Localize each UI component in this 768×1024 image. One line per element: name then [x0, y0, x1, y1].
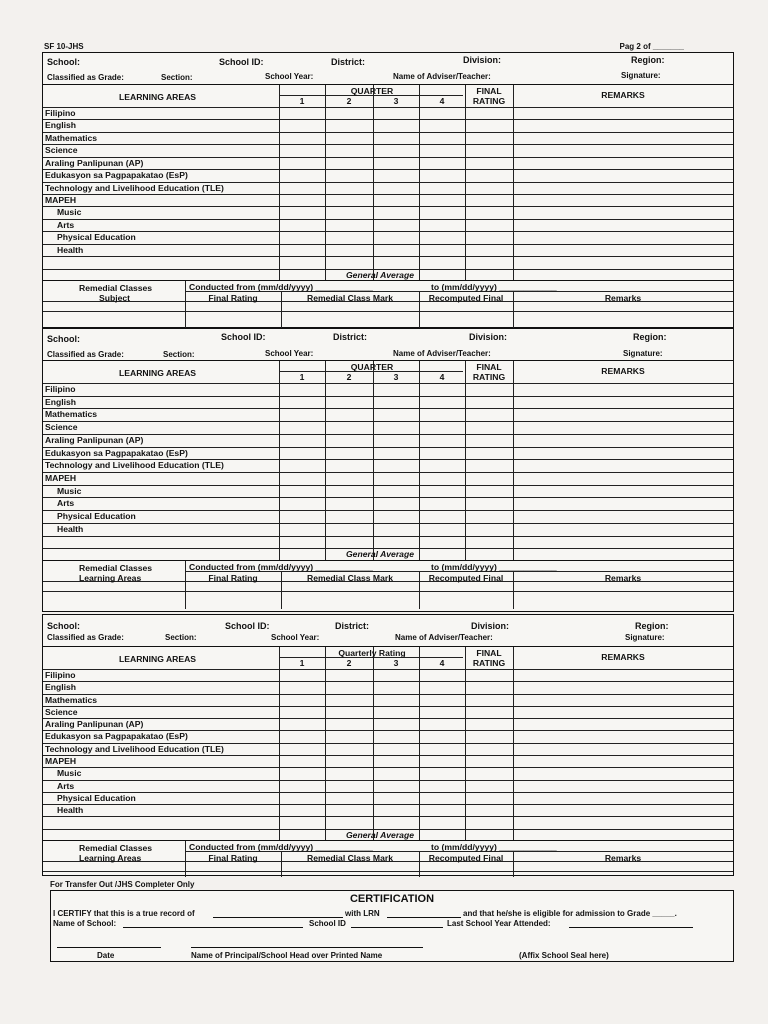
remedial-class-mark-header: Remedial Class Mark — [307, 573, 393, 583]
remedial-class-mark-header: Remedial Class Mark — [307, 293, 393, 303]
remedial-final-rating-header: Final Rating — [208, 573, 258, 583]
remedial-class-mark-header: Remedial Class Mark — [307, 853, 393, 863]
remedial-subject-header: Learning Areas — [79, 853, 142, 863]
subject-label: Mathematics — [45, 132, 98, 143]
adviser-label: Name of Adviser/Teacher: — [393, 72, 491, 81]
header-divider — [43, 383, 733, 384]
subject-label: Filipino — [45, 384, 76, 394]
signature-label: Signature: — [623, 349, 663, 358]
subject-label: Arts — [57, 780, 75, 791]
subject-label: Physical Education — [57, 232, 136, 243]
remedial-final-rating-header: Final Rating — [208, 853, 258, 863]
student-name-field[interactable] — [213, 910, 343, 918]
remarks-header: REMARKS — [601, 366, 645, 376]
quarter-2-header: 2 — [346, 372, 352, 382]
district-label: District: — [335, 621, 370, 631]
subject-label: Arts — [57, 219, 75, 230]
grades-table — [43, 85, 733, 281]
final-header: FINAL — [476, 362, 502, 372]
row-divider — [43, 706, 733, 707]
column-divider — [465, 361, 466, 560]
school-id-label: School ID: — [219, 57, 264, 67]
remedial-subject-header: Learning Areas — [79, 573, 142, 583]
form-header — [44, 42, 744, 52]
subject-label: Filipino — [45, 670, 76, 680]
final-header: FINAL — [476, 86, 502, 96]
district-label: District: — [331, 57, 366, 67]
recomputed-final-header: Recomputed Final — [428, 573, 504, 583]
page-number: Pag 2 of _______ — [619, 42, 684, 51]
school-label: School: — [47, 621, 80, 631]
last-sy-label: Last School Year Attended: — [447, 919, 551, 928]
principal-signature-field[interactable] — [191, 940, 423, 948]
conducted-from-label: Conducted from (mm/dd/yyyy) ____________ — [189, 562, 373, 572]
row-divider — [43, 694, 733, 695]
remedial-remarks-header: Remarks — [604, 293, 642, 303]
subject-label: Science — [45, 145, 78, 156]
division-label: Division: — [471, 621, 510, 631]
row-divider — [43, 434, 733, 435]
subject-label: Technology and Livelihood Education (TLE) — [45, 460, 224, 471]
subject-label: Science — [45, 706, 78, 717]
subject-label: English — [45, 120, 77, 131]
school-id-label: School ID: — [225, 621, 270, 631]
certification-title: CERTIFICATION — [349, 893, 435, 905]
subject-label: Arts — [57, 498, 75, 509]
quarter-3-header: 3 — [393, 658, 399, 668]
name-of-school-label: Name of School: — [53, 919, 117, 928]
subject-label: Filipino — [45, 108, 76, 118]
row-divider — [43, 523, 733, 524]
quarter-header: QUARTER — [350, 362, 394, 372]
quarter-1-header: 1 — [299, 96, 305, 106]
remedial-subject-header: Subject — [99, 293, 131, 303]
row-divider — [43, 157, 733, 158]
subject-label: Edukasyon sa Pagpapakatao (EsP) — [45, 447, 188, 458]
row-divider — [43, 194, 733, 195]
row-divider — [43, 119, 733, 120]
grades-table — [43, 647, 733, 841]
remedial-final-rating-header: Final Rating — [208, 293, 258, 303]
remedial-row-divider — [43, 871, 733, 872]
grade-record-block-2 — [42, 328, 734, 612]
row-divider — [43, 408, 733, 409]
row-divider — [43, 421, 733, 422]
row-divider — [43, 396, 733, 397]
learning-areas-header: LEARNING AREAS — [119, 368, 197, 378]
division-label: Division: — [463, 55, 502, 65]
block-info — [43, 329, 733, 361]
remedial-section — [43, 841, 733, 877]
rating-header: RATING — [472, 372, 506, 382]
remedial-remarks-header: Remarks — [604, 573, 642, 583]
subject-label: Physical Education — [57, 792, 136, 803]
school-id-label: School ID: — [221, 332, 266, 342]
grades-table — [43, 361, 733, 561]
school-year-label: School Year: — [265, 349, 314, 358]
conducted-to-label: to (mm/dd/yyyy) ____________ — [431, 562, 557, 572]
signature-label: Signature: — [625, 633, 665, 642]
transfer-note: For Transfer Out /JHS Completer Only — [50, 880, 195, 889]
division-label: Division: — [469, 332, 508, 342]
certification-box — [50, 890, 734, 962]
subject-label: Araling Panlipunan (AP) — [45, 719, 144, 730]
conducted-from-label: Conducted from (mm/dd/yyyy) ____________ — [189, 282, 373, 292]
lrn-label: with LRN — [345, 909, 380, 918]
grade-record-block-3 — [42, 614, 734, 876]
row-divider — [43, 206, 733, 207]
column-divider — [325, 361, 326, 560]
subject-label: Mathematics — [45, 694, 98, 705]
recomputed-final-header: Recomputed Final — [428, 293, 504, 303]
block-info — [43, 53, 733, 85]
subject-label: English — [45, 682, 77, 693]
header-divider — [43, 107, 733, 108]
subject-label: Physical Education — [57, 511, 136, 522]
subject-label: Music — [57, 768, 82, 779]
row-divider — [43, 144, 733, 145]
cert-school-id-field[interactable] — [351, 920, 443, 928]
school-year-label: School Year: — [271, 633, 320, 642]
seal-label: (Affix School Seal here) — [519, 951, 609, 960]
column-divider — [513, 361, 514, 560]
name-of-school-field[interactable] — [123, 920, 303, 928]
learning-areas-header: LEARNING AREAS — [119, 92, 197, 102]
remedial-column-divider — [185, 561, 186, 609]
recomputed-final-header: Recomputed Final — [428, 853, 504, 863]
quarter-3-header: 3 — [393, 96, 399, 106]
classified-grade-label: Classified as Grade: — [47, 350, 124, 359]
subject-label: Health — [57, 805, 84, 816]
subject-label: MAPEH — [45, 195, 77, 205]
remedial-title: Remedial Classes — [79, 283, 153, 293]
remedial-section — [43, 561, 733, 609]
row-divider — [43, 792, 733, 793]
subject-label: Edukasyon sa Pagpapakatao (EsP) — [45, 731, 188, 742]
row-divider — [43, 804, 733, 805]
remedial-column-divider — [185, 281, 186, 329]
conducted-to-label: to (mm/dd/yyyy) ____________ — [431, 282, 557, 292]
subject-label: Technology and Livelihood Education (TLE) — [45, 182, 224, 193]
certify-text: I CERTIFY that this is a true record of — [53, 909, 195, 918]
column-divider — [279, 361, 280, 560]
learning-areas-header: LEARNING AREAS — [119, 654, 197, 664]
conducted-to-label: to (mm/dd/yyyy) ____________ — [431, 842, 557, 852]
subject-label: English — [45, 396, 77, 407]
quarter-2-header: 2 — [346, 658, 352, 668]
quarter-3-header: 3 — [393, 372, 399, 382]
school-label: School: — [47, 57, 80, 67]
subject-label: MAPEH — [45, 756, 77, 766]
date-field[interactable] — [57, 940, 161, 948]
school-label: School: — [47, 334, 80, 344]
remedial-title: Remedial Classes — [79, 843, 153, 853]
lrn-field[interactable] — [387, 910, 461, 918]
form-code: SF 10-JHS — [44, 42, 84, 51]
rating-header: RATING — [472, 96, 506, 106]
subject-label: Science — [45, 422, 78, 433]
row-divider — [43, 231, 733, 232]
subject-label: Music — [57, 207, 82, 218]
remedial-title: Remedial Classes — [79, 563, 153, 573]
row-divider — [43, 497, 733, 498]
row-divider — [43, 244, 733, 245]
row-divider — [43, 536, 733, 537]
remarks-header: REMARKS — [601, 652, 645, 662]
section-label: Section: — [161, 73, 193, 82]
subject-label: Technology and Livelihood Education (TLE) — [45, 743, 224, 754]
row-divider — [43, 510, 733, 511]
rating-header: RATING — [472, 658, 506, 668]
classified-grade-label: Classified as Grade: — [47, 633, 124, 642]
subject-label: Mathematics — [45, 409, 98, 420]
row-divider — [43, 472, 733, 473]
block-info — [43, 615, 733, 647]
quarter-4-header: 4 — [439, 372, 445, 382]
row-divider — [43, 767, 733, 768]
date-label: Date — [97, 951, 115, 960]
section-label: Section: — [163, 350, 195, 359]
region-label: Region: — [631, 55, 665, 65]
remedial-row-divider — [43, 311, 733, 312]
subject-label: Araling Panlipunan (AP) — [45, 434, 144, 445]
last-sy-field[interactable] — [569, 920, 693, 928]
subject-label: Music — [57, 485, 82, 496]
school-year-label: School Year: — [265, 72, 314, 81]
quarter-1-header: 1 — [299, 372, 305, 382]
district-label: District: — [333, 332, 368, 342]
subject-label: MAPEH — [45, 473, 77, 483]
row-divider — [43, 256, 733, 257]
subject-label: Araling Panlipunan (AP) — [45, 157, 144, 168]
quarter-4-header: 4 — [439, 658, 445, 668]
adviser-label: Name of Adviser/Teacher: — [393, 349, 491, 358]
quarter-header: Quarterly Rating — [338, 648, 406, 658]
principal-label: Name of Principal/School Head over Printed Name — [191, 951, 383, 960]
quarter-2-header: 2 — [346, 96, 352, 106]
section-label: Section: — [165, 633, 197, 642]
row-divider — [43, 780, 733, 781]
quarter-4-header: 4 — [439, 96, 445, 106]
header-divider — [43, 669, 733, 670]
cert-school-id-label: School ID — [309, 919, 346, 928]
remarks-header: REMARKS — [601, 90, 645, 100]
region-label: Region: — [633, 332, 667, 342]
general-average-label: General Average — [346, 549, 414, 560]
column-divider — [373, 361, 374, 560]
general-average-label: General Average — [346, 829, 414, 840]
remedial-section — [43, 281, 733, 329]
adviser-label: Name of Adviser/Teacher: — [395, 633, 493, 642]
row-divider — [43, 755, 733, 756]
subject-label: Health — [57, 244, 84, 255]
signature-label: Signature: — [621, 71, 661, 80]
quarter-header: QUARTER — [350, 86, 394, 96]
classified-grade-label: Classified as Grade: — [47, 73, 124, 82]
final-header: FINAL — [476, 648, 502, 658]
subject-label: Health — [57, 523, 84, 534]
row-divider — [43, 485, 733, 486]
row-divider — [43, 681, 733, 682]
region-label: Region: — [635, 621, 669, 631]
remedial-row-divider — [43, 591, 733, 592]
eligibility-text: and that he/she is eligible for admission to Grade _____. — [463, 909, 677, 918]
row-divider — [43, 718, 733, 719]
row-divider — [43, 219, 733, 220]
column-divider — [419, 361, 420, 560]
row-divider — [43, 816, 733, 817]
grade-record-block-1 — [42, 52, 734, 328]
quarter-1-header: 1 — [299, 658, 305, 668]
row-divider — [43, 132, 733, 133]
remedial-remarks-header: Remarks — [604, 853, 642, 863]
subject-label: Edukasyon sa Pagpapakatao (EsP) — [45, 170, 188, 181]
conducted-from-label: Conducted from (mm/dd/yyyy) ____________ — [189, 842, 373, 852]
general-average-label: General Average — [346, 269, 414, 280]
